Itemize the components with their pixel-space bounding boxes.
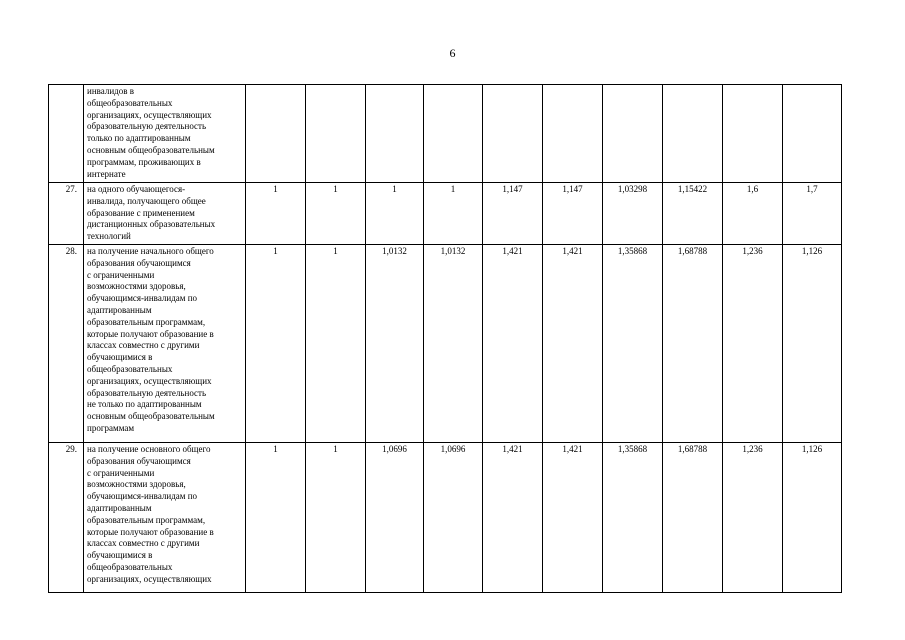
value-cell: 1,68788 [663, 245, 723, 443]
value-cell [543, 85, 603, 183]
table-row [49, 85, 842, 183]
value-cell [483, 85, 543, 183]
value-cell: 1 [306, 245, 366, 443]
table-row [49, 245, 842, 443]
value-cell: 1,0132 [424, 245, 483, 443]
value-cell [424, 85, 483, 183]
value-cell: 1 [306, 443, 366, 593]
row-description: на получение основного общего образования обучающимся с ограниченными возможностями здоровья, обучающимся-инвалидам по адаптированным образовательным программам, которые получают образование в классах совместно с другими обучающимися в общеобразовательных организациях, осуществляющих [84, 443, 246, 593]
value-cell: 1,0696 [366, 443, 424, 593]
value-cell: 1,0132 [366, 245, 424, 443]
value-cell [783, 85, 842, 183]
row-number: 28. [49, 245, 84, 443]
value-cell: 1,147 [543, 183, 603, 245]
value-cell: 1,6 [723, 183, 783, 245]
row-description: на одного обучающегося- инвалида, получающего общее образование с применением дистанционных образовательных технологий [84, 183, 246, 245]
table-row [49, 443, 842, 593]
value-cell: 1,421 [543, 245, 603, 443]
value-cell: 1,236 [723, 245, 783, 443]
value-cell: 1,421 [483, 443, 543, 593]
value-cell: 1,236 [723, 443, 783, 593]
value-cell: 1,03298 [603, 183, 663, 245]
row-number: 29. [49, 443, 84, 593]
value-cell: 1,15422 [663, 183, 723, 245]
value-cell: 1,35868 [603, 245, 663, 443]
value-cell: 1,7 [783, 183, 842, 245]
value-cell: 1 [306, 183, 366, 245]
value-cell: 1,421 [543, 443, 603, 593]
value-cell: 1 [246, 443, 306, 593]
value-cell: 1 [246, 183, 306, 245]
row-description: на получение начального общего образования обучающимся с ограниченными возможностями здоровья, обучающимся-инвалидам по адаптированным образовательным программам, которые получают образование в классах совместно с другими обучающимися в общеобразовательных организациях, осуществляющих образовательную деятельность не только по адаптированным основным общеобразовательным программам [84, 245, 246, 443]
value-cell [306, 85, 366, 183]
value-cell [366, 85, 424, 183]
row-description: инвалидов в общеобразовательных организациях, осуществляющих образовательную деятельность только по адаптированным основным общеобразовательным программам, проживающих в интернате [84, 85, 246, 183]
value-cell: 1,35868 [603, 443, 663, 593]
value-cell: 1 [366, 183, 424, 245]
page-number: 6 [449, 46, 456, 60]
value-cell: 1 [246, 245, 306, 443]
value-cell: 1,147 [483, 183, 543, 245]
value-cell: 1,68788 [663, 443, 723, 593]
value-cell: 1,126 [783, 443, 842, 593]
value-cell: 1,421 [483, 245, 543, 443]
value-cell: 1 [424, 183, 483, 245]
row-number [49, 85, 84, 183]
value-cell [663, 85, 723, 183]
value-cell [723, 85, 783, 183]
value-cell [603, 85, 663, 183]
table-row [49, 183, 842, 245]
value-cell [246, 85, 306, 183]
coefficients-table [48, 84, 842, 593]
value-cell: 1,126 [783, 245, 842, 443]
row-number: 27. [49, 183, 84, 245]
value-cell: 1,0696 [424, 443, 483, 593]
